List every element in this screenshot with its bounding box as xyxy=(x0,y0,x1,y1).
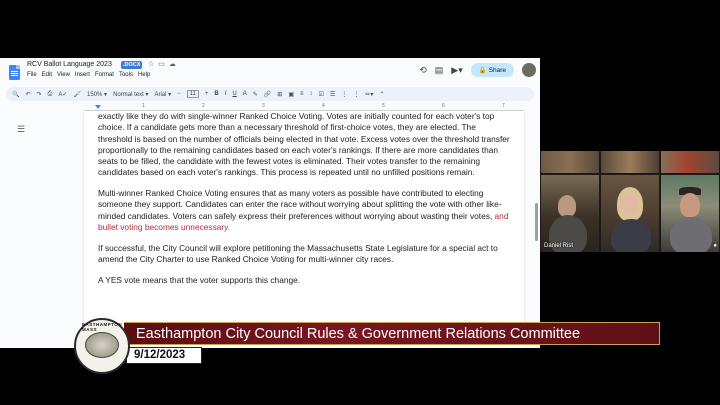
seal-text: EASTHAMPTON MASS xyxy=(82,322,123,332)
share-button[interactable]: 🔒 Share xyxy=(471,63,514,77)
font-size-input[interactable]: 11 xyxy=(187,90,199,98)
meet-icon[interactable]: ▶▾ xyxy=(451,64,463,75)
video-tile-top xyxy=(661,151,719,173)
docs-logo-icon[interactable] xyxy=(9,65,20,80)
line-spacing-icon[interactable]: ↕ xyxy=(309,91,313,97)
history-icon[interactable]: ⟲ xyxy=(419,64,427,75)
participant-face xyxy=(680,193,700,217)
link-icon[interactable]: 🔗 xyxy=(263,91,272,98)
file-type-badge: .DOCX xyxy=(123,62,141,68)
committee-title: Easthampton City Council Rules & Government Relations Committee xyxy=(136,326,581,342)
menu-edit[interactable]: Edit xyxy=(41,72,53,78)
menu-insert[interactable]: Insert xyxy=(74,72,90,78)
mic-muted-icon: ● xyxy=(713,243,717,249)
bullet-list-icon[interactable]: ☰ xyxy=(329,91,336,98)
style-value: Normal text xyxy=(113,91,144,98)
title-actions xyxy=(148,60,180,68)
highlighted-text: and bullet voting becomes unnecessary. xyxy=(98,210,509,233)
menu-help[interactable]: Help xyxy=(137,72,151,78)
star-icon[interactable]: ☆ xyxy=(148,61,155,68)
video-tile-top xyxy=(541,151,599,173)
video-tile-participant[interactable] xyxy=(541,175,599,252)
bold-icon[interactable]: B xyxy=(214,91,219,97)
top-right-actions xyxy=(419,63,536,77)
paragraph: exactly like they do with single-winner Ranked Choice Voting. Votes are initially counted for each voter's top choice. If a candidate gets more than a necessary threshold of first-choice votes, they are elected. The threshold is based on the number of officials being elected in that vote. Excess votes over the threshold transfer proportionally to the remaining candidates based on each voter's rankings. If there are more candidates than seats to be filled, the candidate with the fewest votes is eliminated. Their votes transfer to the remaining candidates based on each voter's rankings. This process is repeated until no unfilled positions remain. xyxy=(98,111,510,178)
underline-icon[interactable]: U xyxy=(232,91,237,97)
ruler-number: 2 xyxy=(202,103,205,109)
paragraph xyxy=(98,188,510,233)
video-tile-participant[interactable] xyxy=(601,175,659,252)
indent-marker-icon[interactable] xyxy=(95,105,101,109)
comment-icon[interactable]: ⊞ xyxy=(277,91,283,98)
video-tile-participant[interactable] xyxy=(661,175,719,252)
city-seal-logo xyxy=(74,318,130,374)
menu-format[interactable]: Format xyxy=(94,72,114,78)
document-body[interactable] xyxy=(98,111,510,295)
paragraph-text: Multi-winner Ranked Choice Voting ensures that as many voters as possible have contributed to electing someone they support. Candidates can enter the race without worrying about splitting the vote with other like-minded candidates. Voters can safely express their preferences without worrying about wasting their votes, xyxy=(98,188,502,221)
ruler-number: 6 xyxy=(442,103,445,109)
docs-window xyxy=(0,58,540,348)
menu-view[interactable]: View xyxy=(57,72,70,78)
ruler-number: 5 xyxy=(382,103,385,109)
meeting-date-box xyxy=(126,347,202,364)
participant-body xyxy=(670,217,712,252)
document-title[interactable]: RCV Ballot Language 2023 xyxy=(27,61,112,68)
paragraph: If successful, the City Council will explore petitioning the Massachusetts State Legislature for a special act to amend the City Charter to use Ranked Choice Voting for multi-winner city races. xyxy=(98,242,498,265)
increase-font-size-button[interactable]: + xyxy=(204,91,209,97)
ruler-number: 1 xyxy=(142,103,145,109)
participant-body xyxy=(611,219,651,252)
participant-name: Daniel Rist xyxy=(544,243,574,249)
meeting-date: 9/12/2023 xyxy=(134,349,186,361)
spellcheck-icon[interactable]: A✓ xyxy=(58,91,68,98)
search-menus-icon[interactable]: 🔍 xyxy=(12,91,20,98)
text-color-icon[interactable]: A xyxy=(242,91,247,97)
menu-file[interactable]: File xyxy=(27,72,37,78)
menu-bar xyxy=(27,72,150,78)
font-value: Arial xyxy=(154,91,167,98)
paint-format-icon[interactable]: 🖌 xyxy=(73,91,82,98)
numbered-list-icon[interactable]: ⋮ xyxy=(341,91,348,98)
formatting-toolbar xyxy=(6,87,534,101)
editing-mode-icon[interactable]: ✏▾ xyxy=(365,91,374,98)
zoom-select[interactable]: 150% ▾ xyxy=(87,91,108,98)
ruler[interactable] xyxy=(84,102,524,111)
vertical-scrollbar[interactable] xyxy=(535,203,538,241)
video-tile-top xyxy=(601,151,659,173)
share-label: Share xyxy=(488,67,506,74)
comments-icon[interactable]: ▤ xyxy=(434,64,444,75)
menu-tools[interactable]: Tools xyxy=(118,72,133,78)
broadcast-lower-third xyxy=(74,318,662,370)
participant-face xyxy=(558,195,576,217)
title-bar xyxy=(0,58,540,86)
italic-icon[interactable]: I xyxy=(224,91,227,97)
more-icon[interactable]: ⋮ xyxy=(353,91,360,98)
collapse-icon[interactable]: ⌃ xyxy=(379,91,385,98)
ruler-number: 4 xyxy=(322,103,325,109)
avatar[interactable] xyxy=(522,63,536,77)
checklist-icon[interactable]: ☑ xyxy=(318,91,324,98)
document-outline-icon[interactable]: ☰ xyxy=(17,124,26,134)
video-gallery xyxy=(540,151,720,252)
zoom-value: 150% xyxy=(87,91,103,98)
ruler-number: 7 xyxy=(502,103,505,109)
align-icon[interactable]: ≡ xyxy=(300,91,304,97)
undo-icon[interactable]: ↶ xyxy=(25,91,31,98)
font-select[interactable]: Arial ▾ xyxy=(154,91,172,98)
cloud-status-icon[interactable]: ☁ xyxy=(168,61,176,68)
move-folder-icon[interactable]: ▭ xyxy=(158,61,165,68)
style-select[interactable]: Normal text ▾ xyxy=(113,91,149,98)
document-page[interactable] xyxy=(84,111,524,348)
seal-emblem xyxy=(85,332,119,358)
decrease-font-size-button[interactable]: − xyxy=(177,91,181,97)
print-icon[interactable]: ⎙ xyxy=(47,90,53,97)
participant-face xyxy=(622,193,638,213)
highlight-icon[interactable]: ✎ xyxy=(252,91,258,98)
paragraph: A YES vote means that the voter supports this change. xyxy=(98,274,301,285)
ruler-number: 3 xyxy=(262,103,265,109)
image-icon[interactable]: ▣ xyxy=(288,91,294,98)
committee-banner xyxy=(124,322,660,345)
redo-icon[interactable]: ↷ xyxy=(36,91,42,98)
